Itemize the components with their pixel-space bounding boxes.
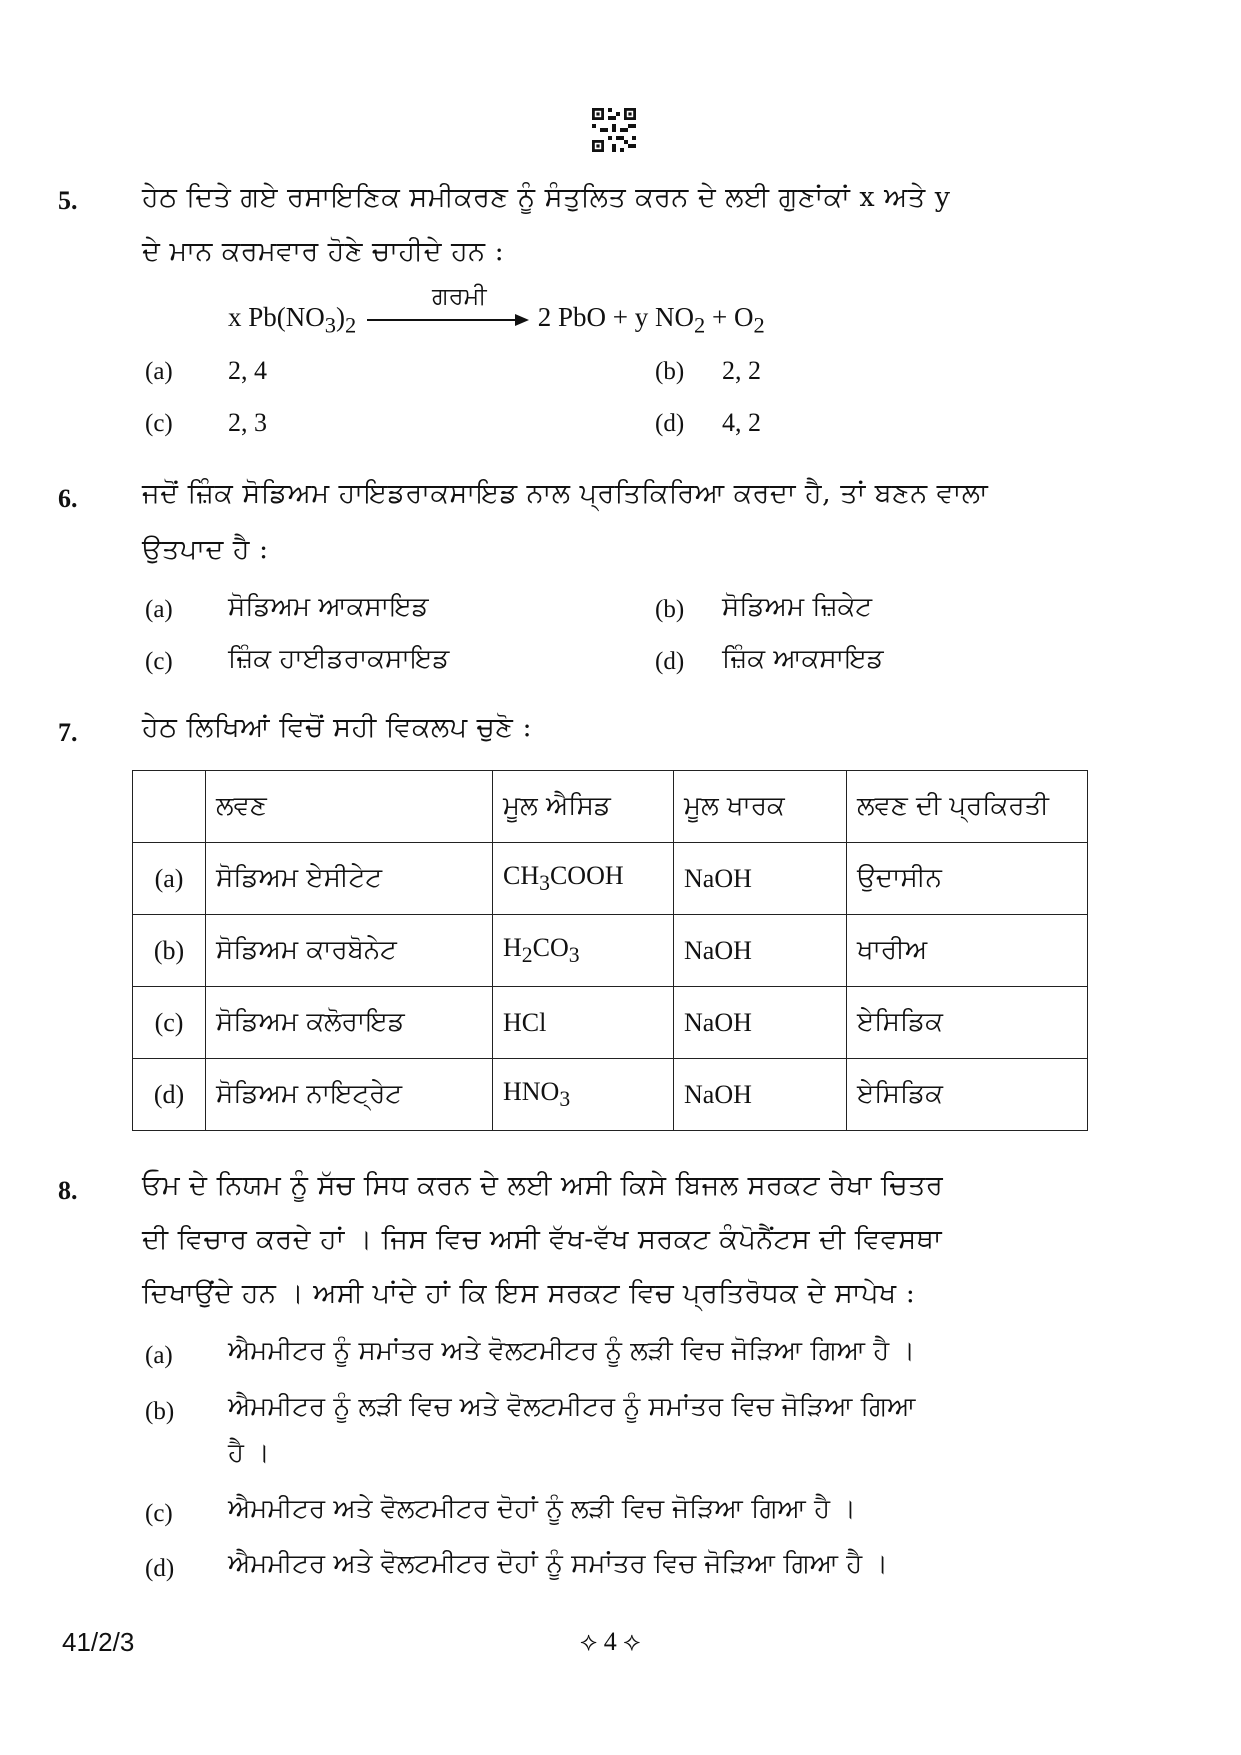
table-row (133, 915, 1088, 987)
option-label: (a) (145, 1342, 173, 1369)
question-text: ਜਦੋਂ ਜ਼ਿੰਕ ਸੋਡਿਅਮ ਹਾਇਡਰਾਕਸਾਇਡ ਨਾਲ ਪ੍ਰਤਿਕਿਰਿਆ ਕਰਦਾ ਹੈ, ਤਾਂ ਬਣਨ ਵਾਲਾ (142, 478, 989, 509)
question-text: ਦੀ ਵਿਚਾਰ ਕਰਦੇ ਹਾਂ । ਜਿਸ ਵਿਚ ਅਸੀ ਵੱਖ-ਵੱਖ ਸਰਕਟ ਕੰਪੋਨੈਂਟਸ ਦੀ ਵਿਵਸਥਾ (142, 1224, 943, 1255)
question-text: ਹੇਠ ਦਿਤੇ ਗਏ ਰਸਾਇਣਿਕ ਸਮੀਕਰਣ ਨੂੰ ਸੰਤੁਲਿਤ ਕਰਨ ਦੇ ਲਈ ਗੁਣਾਂਕਾਂ x ਅਤੇ y (142, 182, 951, 213)
option-text: ਐਮਮੀਟਰ ਅਤੇ ਵੋਲਟਮੀਟਰ ਦੋਹਾਂ ਨੂੰ ਸਮਾਂਤਰ ਵਿਚ ਜੋੜਿਆ ਗਿਆ ਹੈ । (228, 1549, 889, 1579)
question-text: ਉਤਪਾਦ ਹੈ : (142, 534, 269, 565)
parent-base: NaOH (674, 987, 847, 1059)
salt-nature: ਖਾਰੀਅ (847, 915, 1088, 987)
option-label: (a) (145, 596, 173, 623)
option-text: ਸੋਡਿਅਮ ਆਕਸਾਇਡ (228, 592, 429, 622)
question-number: 7. (58, 718, 78, 747)
parent-acid: $H_2CO_3$ (493, 915, 674, 987)
question-text: ਦਿਖਾਉਂਦੇ ਹਨ । ਅਸੀ ਪਾਂਦੇ ਹਾਂ ਕਿ ਇਸ ਸਰਕਟ ਵਿਚ ਪ੍ਰਤਿਰੋਧਕ ਦੇ ਸਾਪੇਖ : (142, 1278, 916, 1309)
table-row (133, 843, 1088, 915)
salt-nature: ਏਸਿਡਿਕ (847, 987, 1088, 1059)
option-text: ਐਮਮੀਟਰ ਨੂੰ ਸਮਾਂਤਰ ਅਤੇ ਵੋਲਟਮੀਟਰ ਨੂੰ ਲੜੀ ਵਿਚ ਜੋੜਿਆ ਗਿਆ ਹੈ । (228, 1336, 916, 1366)
row-label: (a) (133, 843, 206, 915)
parent-acid: $HNO_3$ (493, 1059, 674, 1131)
option-label: (d) (655, 410, 685, 437)
option-text: 2, 4 (228, 356, 267, 385)
question-number: 6. (58, 484, 78, 513)
option-text: ਐਮਮੀਟਰ ਅਤੇ ਵੋਲਟਮੀਟਰ ਦੋਹਾਂ ਨੂੰ ਲੜੀ ਵਿਚ ਜੋੜਿਆ ਗਿਆ ਹੈ । (228, 1494, 856, 1524)
option-text: 2, 2 (722, 356, 761, 385)
option-label: (b) (655, 596, 685, 623)
salt-nature: ਏਸਿਡਿਕ (847, 1059, 1088, 1131)
table-header: ਲਵਣ (206, 771, 493, 843)
option-label: (d) (145, 1555, 175, 1582)
option-text: ਹੈ । (228, 1438, 270, 1468)
paper-code: 41/2/3 (62, 1627, 135, 1657)
salt-name: ਸੋਡਿਅਮ ਕਾਰਬੋਨੇਟ (206, 915, 493, 987)
table-row (133, 987, 1088, 1059)
salt-name: ਸੋਡਿਅਮ ਕਲੋਰਾਇਡ (206, 987, 493, 1059)
option-label: (d) (655, 648, 685, 675)
salt-nature: ਉਦਾਸੀਨ (847, 843, 1088, 915)
option-label: (c) (145, 410, 173, 437)
salt-table (132, 770, 1088, 1131)
table-row (133, 1059, 1088, 1131)
reaction-arrow-icon (363, 310, 531, 330)
row-label: (b) (133, 915, 206, 987)
option-text: ਐਮਮੀਟਰ ਨੂੰ ਲੜੀ ਵਿਚ ਅਤੇ ਵੋਲਟਮੀਟਰ ਨੂੰ ਸਮਾਂਤਰ ਵਿਚ ਜੋੜਿਆ ਗਿਆ (228, 1392, 916, 1422)
option-text: ਸੋਡਿਅਮ ਜ਼ਿਕੇਟ (722, 592, 873, 622)
parent-base: NaOH (674, 915, 847, 987)
page-number (580, 1627, 640, 1658)
arrow-label: ਗਰਮੀ (432, 282, 487, 310)
table-header (133, 771, 206, 843)
row-label: (d) (133, 1059, 206, 1131)
table-header: ਮੂਲ ਐਸਿਡ (493, 771, 674, 843)
table-header-row (133, 771, 1088, 843)
option-text: 2, 3 (228, 408, 267, 437)
table-header: ਮੂਲ ਖਾਰਕ (674, 771, 847, 843)
question-number: 5. (58, 186, 78, 215)
row-label: (c) (133, 987, 206, 1059)
option-text: ਜ਼ਿੰਕ ਹਾਈਡਰਾਕਸਾਇਡ (228, 644, 450, 674)
salt-name: ਸੋਡਿਅਮ ਏਸੀਟੇਟ (206, 843, 493, 915)
ornament-icon: ⟡ (580, 1627, 598, 1656)
option-label: (b) (655, 358, 685, 385)
option-label: (a) (145, 358, 173, 385)
option-text: ਜ਼ਿੰਕ ਆਕਸਾਇਡ (722, 644, 884, 674)
page-number-value: 4 (603, 1627, 617, 1656)
option-label: (c) (145, 648, 173, 675)
chemical-equation: x $Pb(NO_3)_2$ 2 PbO + y $NO_2 + O_2$ (228, 302, 765, 338)
salt-name: ਸੋਡਿਅਮ ਨਾਇਟ੍ਰੇਟ (206, 1059, 493, 1131)
parent-acid: HCl (493, 987, 674, 1059)
question-text: ਹੇਠ ਲਿਖਿਆਂ ਵਿਚੋਂ ਸਹੀ ਵਿਕਲਪ ਚੁਣੋ : (142, 712, 533, 743)
parent-base: NaOH (674, 843, 847, 915)
parent-base: NaOH (674, 1059, 847, 1131)
option-text: 4, 2 (722, 408, 761, 437)
table-header: ਲਵਣ ਦੀ ਪ੍ਰਕਿਰਤੀ (847, 771, 1088, 843)
question-text: ਓਮ ਦੇ ਨਿਯਮ ਨੂੰ ਸੱਚ ਸਿਧ ਕਰਨ ਦੇ ਲਈ ਅਸੀ ਕਿਸੇ ਬਿਜਲ ਸਰਕਟ ਰੇਖਾ ਚਿਤਰ (142, 1170, 944, 1201)
question-number: 8. (58, 1176, 78, 1205)
ornament-icon: ⟡ (623, 1627, 641, 1656)
option-label: (c) (145, 1500, 173, 1527)
option-label: (b) (145, 1398, 175, 1425)
parent-acid: $CH_3COOH$ (493, 843, 674, 915)
qr-code-icon (592, 108, 636, 152)
question-text: ਦੇ ਮਾਨ ਕਰਮਵਾਰ ਹੋਣੇ ਚਾਹੀਦੇ ਹਨ : (142, 236, 505, 267)
